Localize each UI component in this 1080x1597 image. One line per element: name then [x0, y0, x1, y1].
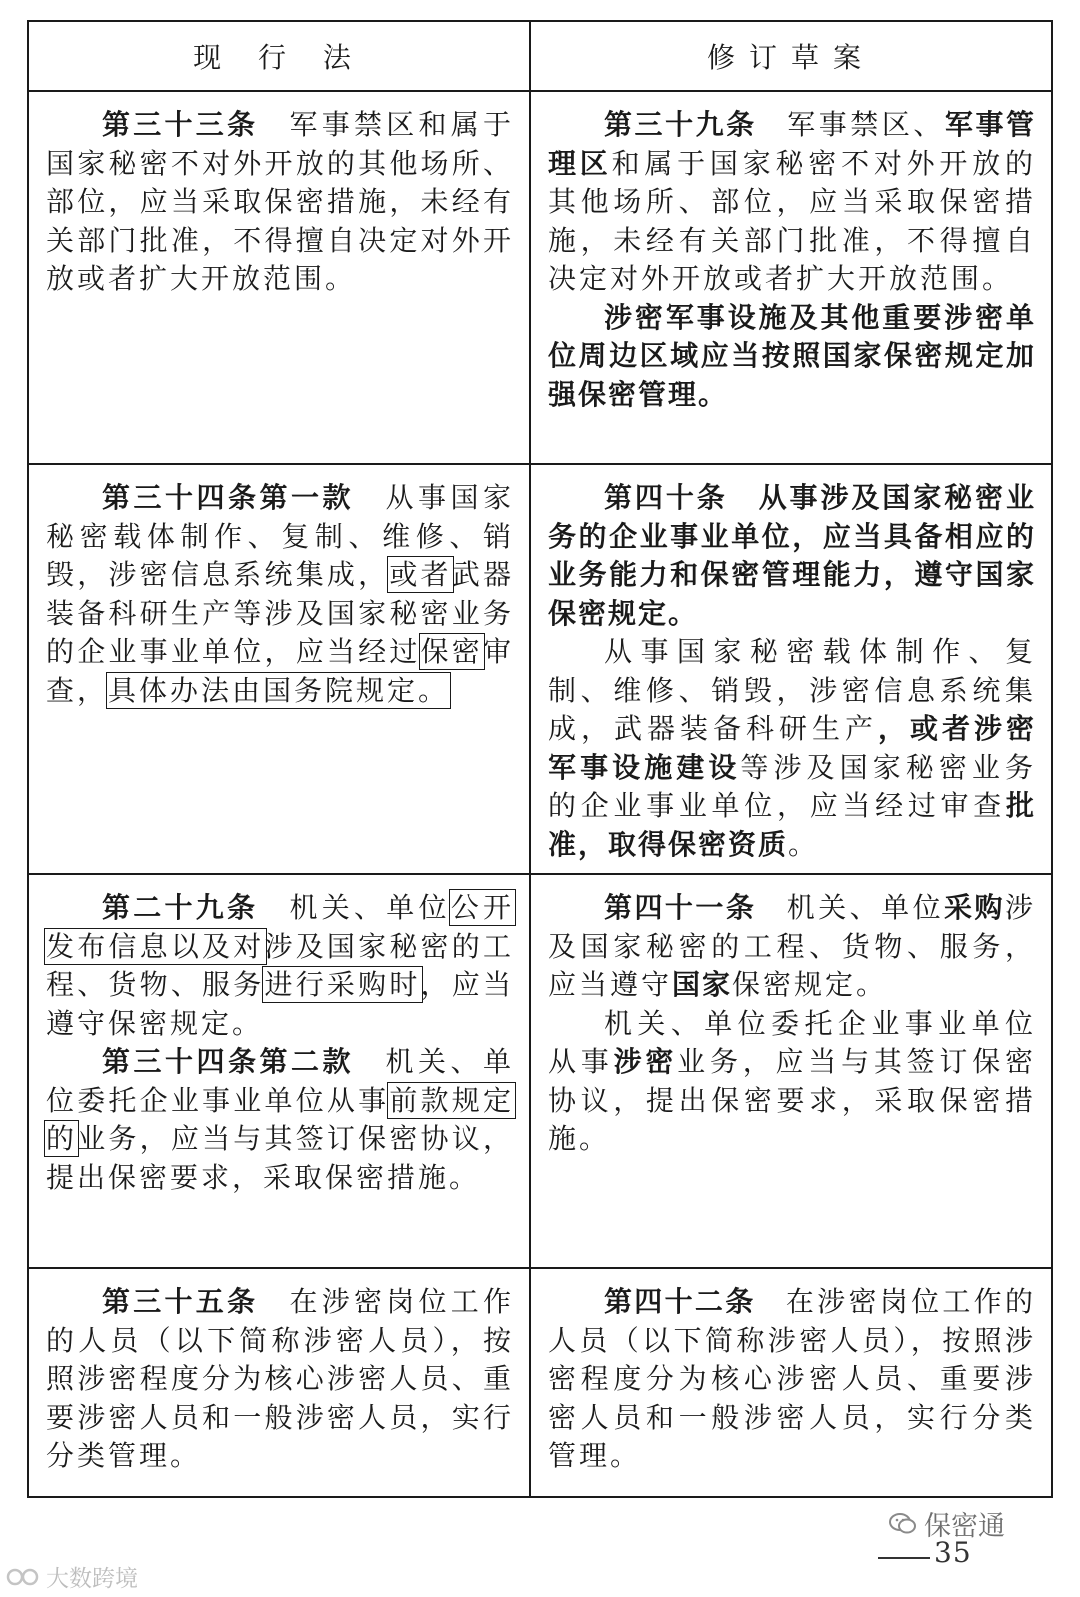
draft-cell [530, 464, 1052, 874]
paragraph-text: 机关、单位委托企业事业单位从事 [46, 1045, 514, 1117]
current-law-cell [28, 874, 530, 1268]
boxed-text: 前款规定的 [46, 1083, 514, 1155]
bold-text: 涉密 [613, 1045, 678, 1078]
bold-text: 从事涉及国家秘密业务的企业事业单位，应当具备相应的业务能力和保密管理能力，遵守国家保密规定。 [548, 481, 1036, 630]
current-law-cell [28, 91, 530, 464]
draft-cell [530, 91, 1052, 464]
current-law-cell [28, 1268, 530, 1497]
article-paragraph [548, 1283, 1036, 1476]
bold-text: 国家 [672, 968, 733, 1001]
draft-cell [530, 874, 1052, 1268]
table-row [28, 91, 1052, 464]
article-paragraph [46, 106, 514, 299]
paragraph-text: ，应当遵守保密规定。 [46, 968, 514, 1040]
bold-text: 第三十九条 [604, 108, 788, 141]
article-paragraph [46, 889, 514, 1043]
paragraph-text: 。 [788, 827, 820, 861]
article-paragraph [548, 1005, 1036, 1159]
comparison-table [27, 20, 1053, 1498]
table-row [28, 464, 1052, 874]
watermark-right-text: 保密通 [924, 1511, 1005, 1542]
paragraph-text: 保密规定。 [732, 968, 888, 1001]
paragraph-text: 机关、单位委托企业事业单位从事 [548, 1006, 1036, 1078]
boxed-text: 进行采购时 [264, 968, 421, 1001]
bold-text: 第四十条 [604, 481, 759, 514]
logo-icon [6, 1564, 40, 1590]
column-header-draft: 修订草案 [530, 21, 1052, 91]
article-paragraph [46, 1283, 514, 1476]
paragraph-text: 军事禁区、 [787, 108, 945, 141]
paragraph-text: 从事国家秘密载体制作、复制、维修、销毁，涉密信息系统集成， [46, 481, 514, 591]
boxed-text: 保密 [420, 635, 483, 668]
bold-text: 采购 [944, 891, 1005, 924]
table-row [28, 1268, 1052, 1497]
article-paragraph [46, 479, 514, 710]
bold-text: 第三十五条 [102, 1285, 290, 1318]
watermark-left-text: 大数跨境 [46, 1566, 138, 1592]
table-header-row [28, 21, 1052, 91]
paragraph-text: 武器装备科研生产等涉及国家秘密业务的企业事业单位，应当经过 [46, 558, 514, 668]
page-number: 35 [934, 1536, 972, 1569]
article-paragraph [548, 299, 1036, 415]
bold-text: 第四十二条 [604, 1285, 786, 1318]
article-paragraph [46, 1043, 514, 1197]
bold-text: ，或者涉密军事设施建设 [548, 712, 1036, 784]
paragraph-text: 业务，应当与其签订保密协议，提出保密要求，采取保密措施。 [46, 1122, 514, 1194]
paragraph-text: 等涉及国家秘密业务的企业事业单位，应当经过审查 [548, 750, 1036, 822]
draft-cell [530, 1268, 1052, 1497]
boxed-text: 或者 [389, 558, 452, 591]
bold-text: 批准，取得保密资质 [548, 789, 1036, 861]
paragraph-text: 和属于国家秘密不对外开放的其他场所、部位，应当采取保密措施，未经有关部门批准，不得擅自决定对外开放或者扩大开放范围。 [548, 146, 1036, 295]
article-paragraph [548, 889, 1036, 1005]
article-paragraph [548, 479, 1036, 633]
bold-text: 军事管理区 [548, 108, 1036, 180]
article-paragraph [548, 106, 1036, 299]
paragraph-text: 机关、单位 [289, 891, 451, 924]
bold-text: 第三十四条第二款 [102, 1045, 386, 1078]
paragraph-text: 机关、单位 [786, 891, 945, 924]
bold-text: 第四十一条 [604, 891, 787, 924]
watermark-left [6, 1560, 138, 1593]
table-row [28, 874, 1052, 1268]
current-law-cell [28, 464, 530, 874]
page-number-rule [878, 1557, 930, 1559]
wechat-icon [888, 1511, 918, 1537]
paragraph-text: 业务，应当与其签订保密协议，提出保密要求，采取保密措施。 [548, 1045, 1036, 1155]
paragraph-text: 审查， [46, 635, 514, 707]
paragraph-text: 在涉密岗位工作的人员（以下简称涉密人员），按照涉密程度分为核心涉密人员、重要涉密人员和一般涉密人员，实行分类管理。 [548, 1285, 1036, 1472]
paragraph-text: 从事国家秘密载体制作、复制、维修、销毁，涉密信息系统集成，武器装备科研生产 [548, 635, 1036, 745]
bold-text: 第三十四条第一款 [102, 481, 386, 514]
article-paragraph [548, 633, 1036, 864]
paragraph-text: 军事禁区和属于国家秘密不对外开放的其他场所、部位，应当采取保密措施，未经有关部门批准，不得擅自决定对外开放或者扩大开放范围。 [46, 108, 514, 295]
boxed-text: 公开发布信息以及对 [46, 891, 514, 963]
bold-text: 第二十九条 [102, 891, 290, 924]
paragraph-text: 涉及国家秘密的工程、货物、服务 [46, 929, 514, 1001]
bold-text: 涉密军事设施及其他重要涉密单位周边区域应当按照国家保密规定加强保密管理。 [548, 300, 1036, 411]
bold-text: 第三十三条 [102, 108, 290, 141]
paragraph-text: 涉及国家秘密的工程、货物、服务，应当遵守 [548, 891, 1036, 1001]
paragraph-text: 在涉密岗位工作的人员（以下简称涉密人员），按照涉密程度分为核心涉密人员、重要涉密人员和一般涉密人员，实行分类管理。 [46, 1285, 514, 1472]
boxed-text: 具体办法由国务院规定。 [108, 673, 450, 707]
column-header-current-law: 现 行 法 [28, 21, 530, 91]
